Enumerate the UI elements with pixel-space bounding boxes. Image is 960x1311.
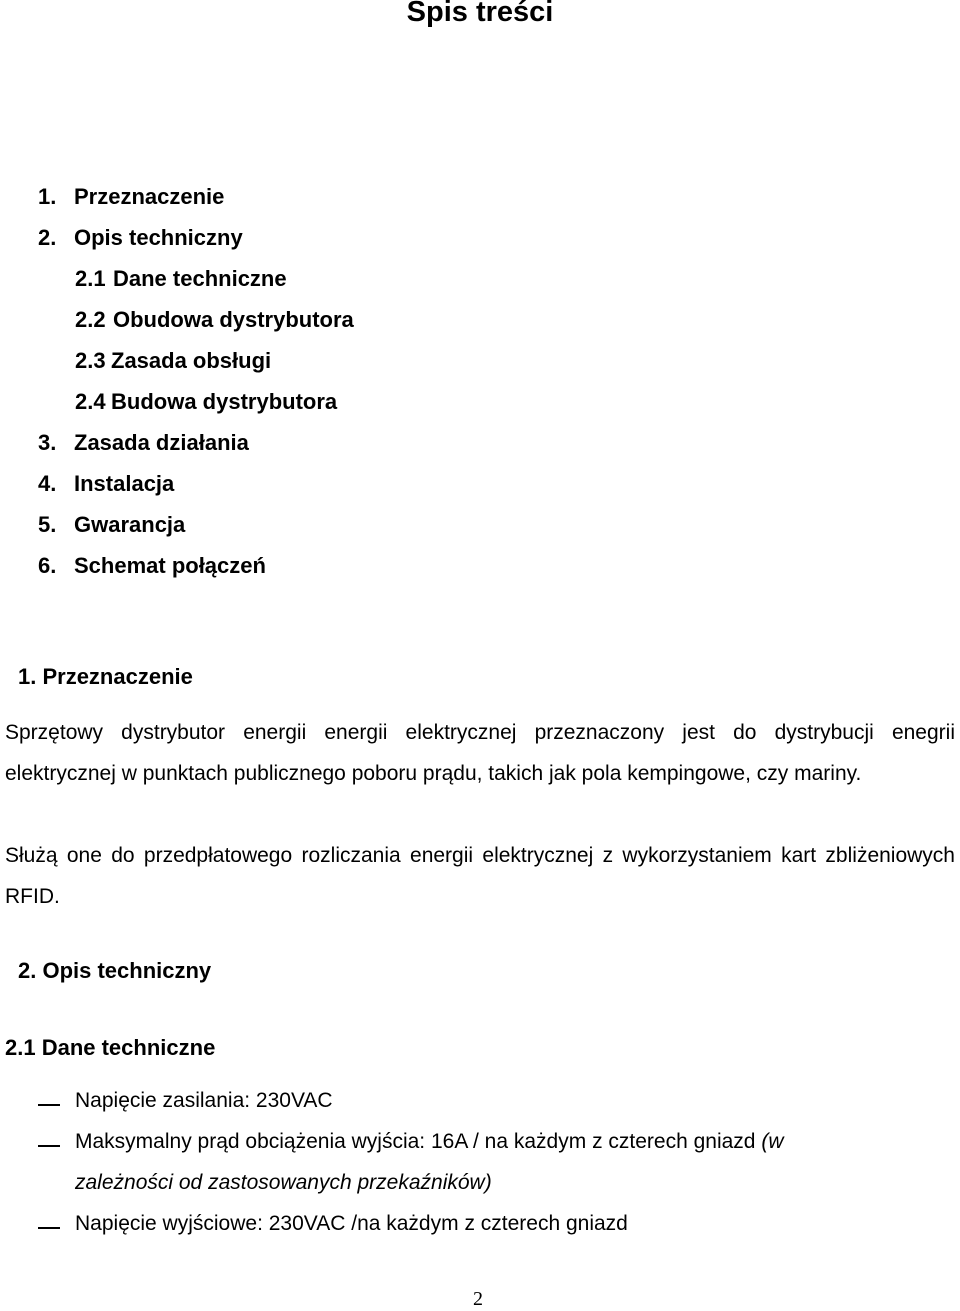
toc-number: 6. [38,553,57,578]
page-title: Spis treści [406,0,554,28]
spec-item: Napięcie zasilania: 230VAC [75,1089,333,1112]
toc-label: Zasada działania [74,430,249,455]
dash-bullet [38,1104,60,1106]
toc-item [38,225,243,251]
toc-item [75,348,272,374]
toc-number: 2.3 [75,348,106,373]
spec-item [75,1130,784,1154]
toc-item [38,553,266,579]
paragraph: Sprzętowy dystrybutor energii energii elektrycznej przeznaczony jest do dystrybucji enegrii elektrycznej w punktach publicznego poboru prądu, takich jak pola kempingowe, czy mariny. [5,721,955,785]
toc-number: 2. [38,225,57,250]
toc-label: Schemat połączeń [74,553,266,578]
toc-number: 2.2 [75,307,106,332]
spec-item: Napięcie wyjściowe: 230VAC /na każdym z czterech gniazd [75,1212,628,1235]
toc-number: 5. [38,512,57,537]
toc-label: Budowa dystrybutora [111,389,338,414]
toc-label: Obudowa dystrybutora [113,307,354,332]
toc-item [38,512,186,538]
subsection-heading: 2.1 Dane techniczne [5,1035,216,1060]
toc-label: Zasada obsługi [111,348,272,373]
toc-label: Przeznaczenie [74,184,225,209]
toc-label: Dane techniczne [113,266,287,291]
paragraph: Służą one do przedpłatowego rozliczania energii elektrycznej z wykorzystaniem kart zbliżeniowych RFID. [5,844,955,908]
toc-item [38,471,175,497]
spec-item-note-start: (w [761,1130,784,1153]
toc-item [75,389,338,415]
toc-label: Opis techniczny [74,225,243,250]
dash-bullet [38,1227,60,1229]
toc-item [38,430,249,456]
toc-item [75,266,287,292]
toc-item [38,184,225,210]
page-number: 2 [473,1288,483,1310]
toc-number: 2.4 [75,389,106,414]
toc-item [75,307,354,333]
toc-number: 2.1 [75,266,106,291]
dash-bullet [38,1145,60,1147]
section-heading: 1. Przeznaczenie [18,664,193,689]
toc-number: 3. [38,430,57,455]
toc-number: 4. [38,471,57,496]
toc-label: Instalacja [74,471,175,496]
toc-label: Gwarancja [74,512,186,537]
toc-number: 1. [38,184,57,209]
spec-item-text: Maksymalny prąd obciążenia wyjścia: 16A / na każdym z czterech gniazd [75,1130,756,1153]
section-heading: 2. Opis techniczny [18,958,212,983]
spec-item-note: zależności od zastosowanych przekaźników) [75,1171,492,1194]
